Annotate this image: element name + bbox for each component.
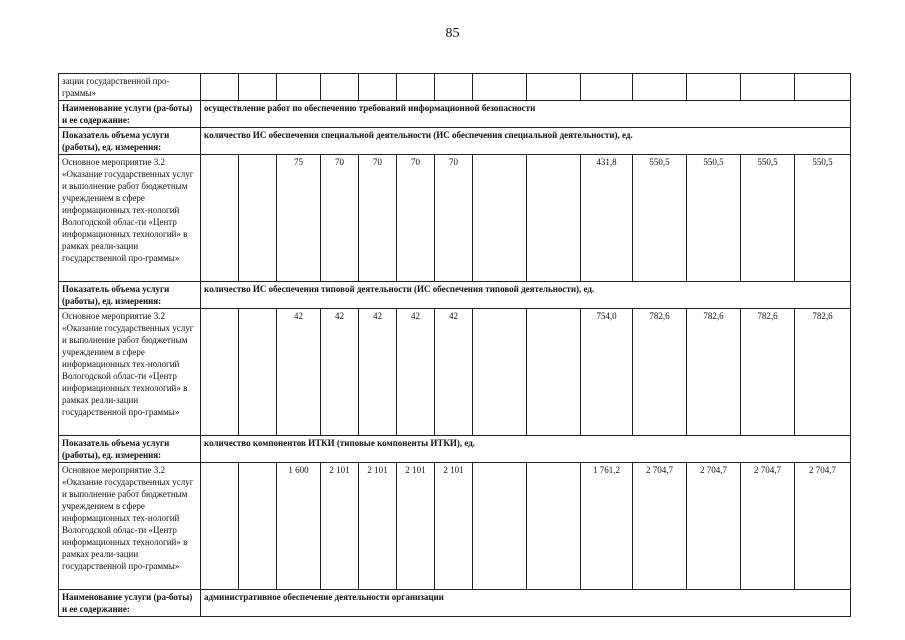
row-label: Основное мероприятие 3.2 «Оказание государственных услуг и выполнение работ бюджетным учреждением в сфере информационных тех-нологий Вологодской облас-ти «Центр информационных технологий» в рамках реали-зации государственной про-граммы» bbox=[59, 155, 201, 282]
row-label: Показатель объема услуги (работы), ед. измерения: bbox=[59, 436, 201, 463]
table-cell bbox=[687, 74, 741, 101]
table-cell bbox=[201, 155, 239, 282]
program-indicators-table bbox=[58, 73, 851, 617]
row-label: Показатель объема услуги (работы), ед. измерения: bbox=[59, 282, 201, 309]
table-cell: 782,6 bbox=[741, 309, 795, 436]
table-cell: 42 bbox=[359, 309, 397, 436]
table-cell bbox=[397, 74, 435, 101]
table-cell bbox=[581, 74, 633, 101]
table-cell: 2 704,7 bbox=[633, 463, 687, 590]
table-cell: 42 bbox=[321, 309, 359, 436]
table-cell bbox=[277, 74, 321, 101]
table-cell: 2 101 bbox=[359, 463, 397, 590]
table-cell bbox=[527, 155, 581, 282]
table-cell bbox=[239, 74, 277, 101]
table-cell: 42 bbox=[277, 309, 321, 436]
indicator-description: количество компонентов ИТКИ (типовые компоненты ИТКИ), ед. bbox=[201, 436, 851, 463]
table-cell: 431,8 bbox=[581, 155, 633, 282]
table-cell bbox=[741, 74, 795, 101]
table-cell: 782,6 bbox=[633, 309, 687, 436]
table-cell: 42 bbox=[397, 309, 435, 436]
table-cell bbox=[473, 74, 527, 101]
table-cell: 1 761,2 bbox=[581, 463, 633, 590]
table-cell bbox=[201, 463, 239, 590]
table-row bbox=[59, 309, 851, 436]
table-cell: 70 bbox=[321, 155, 359, 282]
table-row bbox=[59, 74, 851, 101]
table-cell: 75 bbox=[277, 155, 321, 282]
table-row bbox=[59, 155, 851, 282]
table-cell bbox=[435, 74, 473, 101]
table-cell: 2 101 bbox=[397, 463, 435, 590]
table-cell: 70 bbox=[435, 155, 473, 282]
service-description: административное обеспечение деятельности организации bbox=[201, 590, 851, 617]
indicator-description: количество ИС обеспечения типовой деятельности (ИС обеспечения типовой деятельности), ед. bbox=[201, 282, 851, 309]
table-cell bbox=[527, 463, 581, 590]
service-description: осуществление работ по обеспечению требований информационной безопасности bbox=[201, 101, 851, 128]
row-label: Показатель объема услуги (работы), ед. измерения: bbox=[59, 128, 201, 155]
table-cell: 70 bbox=[359, 155, 397, 282]
table-cell: 782,6 bbox=[795, 309, 851, 436]
table-row bbox=[59, 463, 851, 590]
row-label: Наименование услуги (ра-боты) и ее содержание: bbox=[59, 590, 201, 617]
table-cell bbox=[359, 74, 397, 101]
row-label: Наименование услуги (ра-боты) и ее содержание: bbox=[59, 101, 201, 128]
table-cell: 2 101 bbox=[435, 463, 473, 590]
row-label: Основное мероприятие 3.2 «Оказание государственных услуг и выполнение работ бюджетным учреждением в сфере информационных тех-нологий Вологодской облас-ти «Центр информационных технологий» в рамках реали-зации государственной про-граммы» bbox=[59, 309, 201, 436]
row-label: Основное мероприятие 3.2 «Оказание государственных услуг и выполнение работ бюджетным учреждением в сфере информационных тех-нологий Вологодской облас-ти «Центр информационных технологий» в рамках реали-зации государственной про-граммы» bbox=[59, 463, 201, 590]
table-cell: 550,5 bbox=[795, 155, 851, 282]
table-cell: 550,5 bbox=[687, 155, 741, 282]
table-cell bbox=[527, 74, 581, 101]
table-cell bbox=[473, 309, 527, 436]
service-name-row bbox=[59, 101, 851, 128]
table-cell: 2 704,7 bbox=[741, 463, 795, 590]
table-cell bbox=[473, 463, 527, 590]
table-cell: 70 bbox=[397, 155, 435, 282]
table-cell: 2 101 bbox=[321, 463, 359, 590]
table-cell bbox=[527, 309, 581, 436]
table-cell: 42 bbox=[435, 309, 473, 436]
page-number: 85 bbox=[445, 26, 460, 41]
table-cell: 550,5 bbox=[741, 155, 795, 282]
table-cell bbox=[239, 309, 277, 436]
table-cell: 782,6 bbox=[687, 309, 741, 436]
indicator-header-row bbox=[59, 282, 851, 309]
indicator-header-row bbox=[59, 436, 851, 463]
indicator-header-row bbox=[59, 128, 851, 155]
table-cell bbox=[239, 155, 277, 282]
table-cell bbox=[633, 74, 687, 101]
service-name-row bbox=[59, 590, 851, 617]
table-cell bbox=[321, 74, 359, 101]
table-cell: 754,0 bbox=[581, 309, 633, 436]
indicator-description: количество ИС обеспечения специальной деятельности (ИС обеспечения специальной деятельности), ед. bbox=[201, 128, 851, 155]
table-cell bbox=[795, 74, 851, 101]
table-cell: 550,5 bbox=[633, 155, 687, 282]
table-cell bbox=[201, 74, 239, 101]
table-cell bbox=[239, 463, 277, 590]
row-label: зации государственной про-граммы» bbox=[59, 74, 201, 101]
table-cell bbox=[473, 155, 527, 282]
table-cell bbox=[201, 309, 239, 436]
table-cell: 2 704,7 bbox=[795, 463, 851, 590]
table-cell: 1 600 bbox=[277, 463, 321, 590]
table-cell: 2 704,7 bbox=[687, 463, 741, 590]
